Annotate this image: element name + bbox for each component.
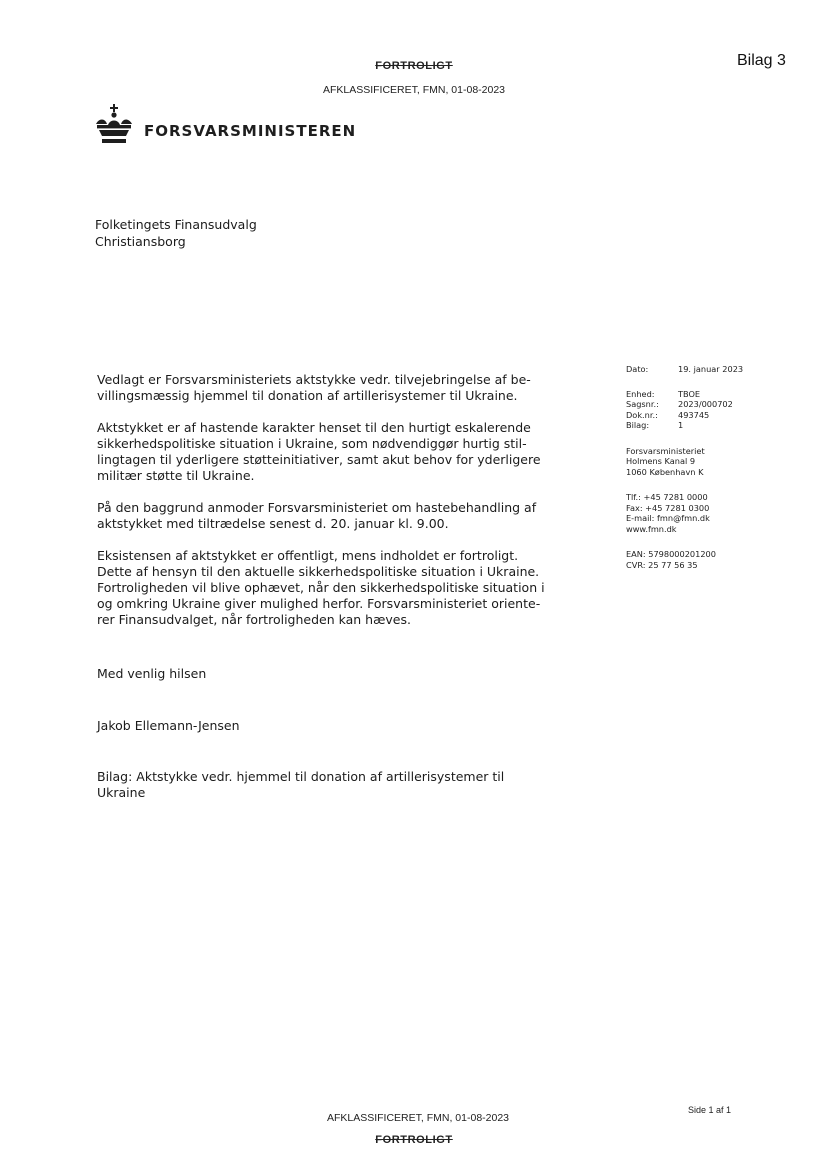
meta-row-unit <box>626 389 743 400</box>
text-line: Eksistensen af aktstykket er offentligt, mens indholdet er fortroligt. <box>97 548 519 563</box>
meta-value: 493745 <box>678 409 710 420</box>
meta-value: TBOE <box>678 388 701 399</box>
recipient-line: Christiansborg <box>95 234 186 249</box>
meta-row-date <box>626 364 743 375</box>
text-line: Dette af hensyn til den aktuelle sikkerhedspolitiske situation i Ukraine. <box>97 564 540 579</box>
meta-row-annex <box>626 420 743 431</box>
text-line: Fortroligheden vil blive ophævet, når den sikkerhedspolitiske situation i <box>97 580 545 595</box>
fax: Fax: +45 7281 0300 <box>626 502 710 513</box>
page-number: Side 1 af 1 <box>688 1105 732 1115</box>
classification-stamp-top: FORTROLIGT <box>375 60 453 72</box>
meta-row-case <box>626 399 743 410</box>
text-line: Vedlagt er Forsvarsministeriets aktstykke vedr. tilvejebringelse af be- <box>97 372 531 387</box>
text-line: Bilag: Aktstykke vedr. hjemmel til donation af artillerisystemer til <box>97 769 505 784</box>
signer-name: Jakob Ellemann-Jensen <box>97 718 240 733</box>
text-line: militær støtte til Ukraine. <box>97 468 255 483</box>
meta-key: Sagsnr.: <box>626 399 659 409</box>
website: www.fmn.dk <box>626 523 677 534</box>
meta-key: Dato: <box>626 364 649 374</box>
org-name: Forsvarsministeriet <box>626 445 705 456</box>
meta-key: Dok.nr.: <box>626 409 658 420</box>
meta-value: 19. januar 2023 <box>678 364 744 374</box>
text-line: sikkerhedspolitiske situation i Ukraine, som nødvendiggør hurtig stil- <box>97 436 527 451</box>
meta-key: Bilag: <box>626 420 650 430</box>
annex-label: Bilag 3 <box>737 52 786 69</box>
recipient-line: Folketingets Finansudvalg <box>95 217 257 232</box>
paragraph <box>97 420 582 484</box>
ean-number: EAN: 5798000201200 <box>626 549 716 559</box>
cvr-number: CVR: 25 77 56 35 <box>626 559 698 570</box>
letter-body <box>97 372 582 628</box>
text-line: lingtagen til yderligere støtteinitiativer, samt akut behov for yderligere <box>97 452 541 467</box>
text-line: og omkring Ukraine giver mulighed herfor. Forsvarsministeriet oriente- <box>97 596 541 611</box>
text-line: På den baggrund anmoder Forsvarsministeriet om hastebehandling af <box>97 500 537 515</box>
text-line: Ukraine <box>97 785 146 800</box>
attachment-note <box>97 769 582 801</box>
greeting: Med venlig hilsen <box>97 666 207 681</box>
logo-wordmark: FORSVARSMINISTEREN <box>144 122 357 140</box>
paragraph <box>97 500 582 532</box>
paragraph <box>97 548 582 628</box>
phone: Tlf.: +45 7281 0000 <box>626 492 708 502</box>
text-line: Aktstykket er af hastende karakter henset til den hurtigt eskalerende <box>97 420 531 435</box>
meta-value: 1 <box>678 420 684 430</box>
recipient-address <box>95 216 257 250</box>
meta-row-docno <box>626 410 743 421</box>
org-city: 1060 København K <box>626 466 704 477</box>
classification-stamp-bottom: FORTROLIGT <box>375 1134 453 1146</box>
org-street: Holmens Kanal 9 <box>626 456 696 466</box>
meta-key: Enhed: <box>626 388 655 399</box>
text-line: rer Finansudvalget, når fortroligheden kan hæves. <box>97 612 411 627</box>
declassification-notice-bottom: AFKLASSIFICERET, FMN, 01-08-2023 <box>326 1112 510 1124</box>
text-line: aktstykket med tiltrædelse senest d. 20. januar kl. 9.00. <box>97 516 449 531</box>
text-line: villingsmæssig hjemmel til donation af artillerisystemer til Ukraine. <box>97 388 518 403</box>
document-info <box>626 364 743 570</box>
paragraph <box>97 372 582 404</box>
email: E-mail: fmn@fmn.dk <box>626 513 710 523</box>
crown-logo-icon <box>93 103 135 145</box>
meta-value: 2023/000702 <box>678 399 733 409</box>
declassification-notice-top: AFKLASSIFICERET, FMN, 01-08-2023 <box>322 84 506 96</box>
